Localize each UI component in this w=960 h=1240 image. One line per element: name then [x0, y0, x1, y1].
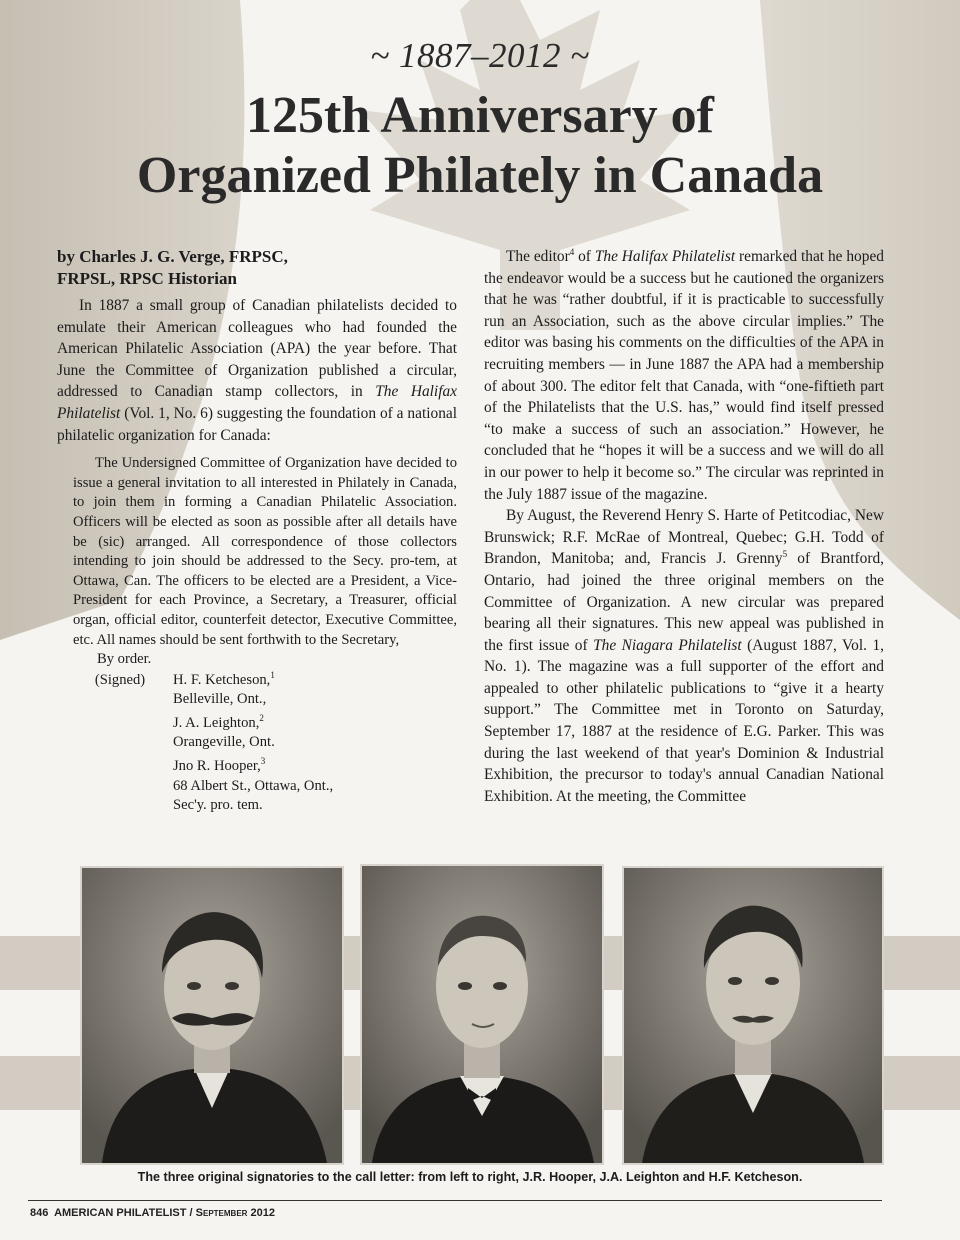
signatory-place: Orangeville, Ont. — [173, 734, 275, 751]
footnote-marker: 4 — [569, 246, 575, 257]
intro-paragraph: In 1887 a small group of Canadian philatelists decided to emulate their American colleagues who had founded the American Philatelic Association (APA) the year before. That June the Committee of Organization published a circular, addressed to Canadian stamp collectors, in The Halifax Philatelist (Vol. 1, No. 6) suggesting the foundation of a national philatelic organization for Canada: — [57, 297, 457, 444]
publication-name: The Halifax Philatelist — [57, 383, 457, 422]
article-title — [0, 86, 960, 206]
circular-quote — [73, 454, 457, 820]
publication-name: The Niagara Philatelist — [593, 636, 742, 654]
signatures — [73, 671, 457, 820]
quote-text: The Undersigned Committee of Organization have decided to issue a general invitation to all interested in Philately in Canada, to join them in forming a Canadian Philatelic Association. Officers will be elected as soon as possible after all details have be (sic) arranged. All correspondence of those collectors intending to join should be addressed to the Secy. pro-tem, at Ottawa, Can. The officers to be elected are a President, a Vice-President for each Province, a Secretary, a Treasurer, official organ, official editor, counterfeit detector, Executive Committee, etc. All names should be sent forthwith to the Secretary, — [73, 455, 457, 648]
editor-paragraph: The editor$^4$ of The Halifax Philatelist remarked that he hoped the endeavor would be a success but he cautioned the organizers that he was “rather doubtful, if it is practicable to successfully run an Association, such as the above circular implies.” The editor was basing his comments on the difficulties of the APA in recruiting members — in June 1887 the APA had a membership of about 300. The editor felt that Canada, with “one-fiftieth part of the Philatelists that the U.S. has,” would find itself pressed “to make a success of such an association.” However, he concluded that he “hopes it will be a success and we will do all in our power to help it become so.” The circular was reprinted in the July 1887 issue of the magazine. — [484, 246, 884, 503]
portrait-ketcheson — [622, 866, 884, 1165]
signatory-place: 68 Albert St., Ottawa, Ont., — [173, 777, 334, 794]
byline-line-1: by Charles J. G. Verge, FRPSC, — [57, 247, 288, 266]
page-number: 846 — [30, 1207, 49, 1219]
footnote-marker: 3 — [260, 756, 266, 767]
magazine-name: AMERICAN PHILATELIST — [54, 1207, 187, 1219]
publication-name: The Halifax Philatelist — [594, 248, 736, 265]
signatory-name: H. F. Ketcheson,$^1$ — [173, 669, 275, 688]
portrait-hooper — [80, 866, 344, 1165]
portrait-leighton — [360, 864, 604, 1165]
signatory-title: Sec'y. pro. tem. — [173, 797, 263, 814]
by-order: By order. — [97, 651, 152, 668]
signed-label: (Signed) — [94, 671, 146, 688]
signatory-place: Belleville, Ont., — [173, 691, 267, 708]
byline — [57, 246, 457, 290]
footnote-marker: 2 — [259, 713, 264, 724]
footer-rule — [28, 1200, 882, 1201]
title-line-1: 125th Anniversary of — [246, 87, 714, 144]
anniversary-dates: ~ 1887–2012 ~ — [370, 36, 590, 75]
august-paragraph: By August, the Reverend Henry S. Harte of Petitcodiac, New Brunswick; R.F. McRae of Montreal, Quebec; G.H. Todd of Brandon, Manitoba; and, Francis J. Grenny$^5$ of Brantford, Ontario, had joined the three original members on the Committee of Organization. A new circular was prepared bearing all their signatures. This new appeal was published in the first issue of The Niagara Philatelist (August 1887, Vol. 1, No. 1). The magazine was a full supporter of the effort and appealed to other philatelic publications to “give it a hearty support.” The Committee met in Toronto on Saturday, September 17, 1887 at the residence of E.G. Parker. This was during the last weekend of that year's Dominion & Industrial Exhibition, the precursor to today's annual Canadian National Exhibition. At the meeting, the Committee — [484, 507, 884, 805]
footnote-marker: 5 — [782, 549, 788, 560]
title-line-2: Organized Philately in Canada — [136, 147, 824, 204]
signatory-name: J. A. Leighton,$^2$ — [173, 713, 264, 731]
right-column — [484, 246, 884, 807]
byline-line-2: FRPSL, RPSC Historian — [57, 269, 237, 288]
signatory-name: Jno R. Hooper,$^3$ — [173, 756, 266, 775]
footnote-marker: 1 — [270, 669, 275, 680]
photo-caption: The three original signatories to the call letter: from left to right, J.R. Hooper, J.A. Leighton and H.F. Ketcheson. — [137, 1170, 803, 1184]
page-footer: 846 AMERICAN PHILATELIST / September 2012 — [30, 1207, 275, 1219]
issue-date: September 2012 — [195, 1207, 275, 1219]
left-column — [57, 246, 457, 820]
signatory-list — [173, 671, 457, 820]
